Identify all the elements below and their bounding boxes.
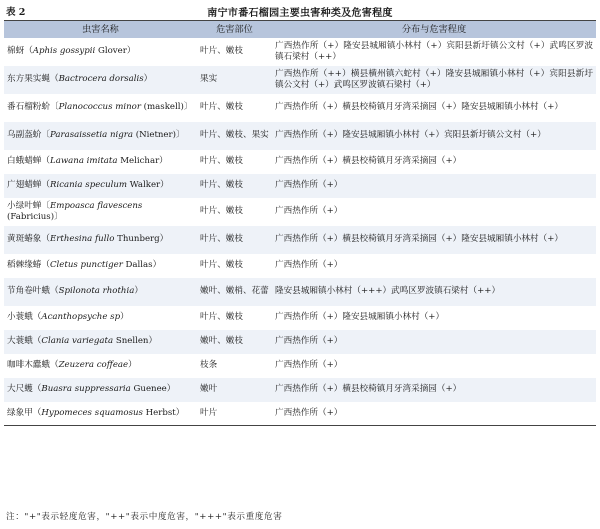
pest-chinese-name: 绿象甲（	[7, 407, 42, 418]
distribution-cell: 广西热作所（+）隆安县城厢镇小林村（+）	[275, 312, 445, 322]
pest-authority: Herbst）	[142, 407, 185, 418]
damage-part-cell: 叶片、嫩枝	[200, 156, 243, 166]
damage-part-cell: 果实	[197, 66, 272, 94]
damage-part-cell: 叶片、嫩枝	[197, 174, 272, 198]
pest-name-cell	[4, 150, 197, 174]
pest-chinese-name: 大蓑蛾（	[7, 336, 42, 346]
damage-part-cell: 叶片、嫩枝	[200, 260, 243, 270]
damage-part-cell: 叶片、嫩枝	[200, 206, 243, 216]
pest-latin-name: Cletus punctiger	[49, 260, 123, 270]
table-row	[4, 66, 596, 94]
damage-part-cell: 枝条	[200, 360, 218, 370]
distribution-cell: 广西热作所（+）横县校椅镇月牙湾采摘园（+）	[275, 156, 462, 166]
distribution-cell: 广西热作所（+）	[272, 402, 596, 426]
distribution-cell: 广西热作所（+）	[275, 260, 343, 270]
pest-authority: Glover）	[95, 46, 136, 56]
pest-chinese-name: 节角卷叶蛾（	[7, 286, 59, 296]
table-row	[4, 278, 596, 306]
pest-name-cell	[4, 306, 197, 330]
table-row	[4, 402, 596, 426]
pest-chinese-name: 番石榴粉蚧〔	[7, 102, 59, 112]
pest-authority: ）	[143, 74, 153, 84]
pest-chinese-name: 乌副盔蚧〔	[7, 130, 50, 140]
pest-name-cell	[4, 278, 197, 306]
table-row	[4, 198, 596, 226]
pest-authority: Melichar）	[117, 156, 168, 166]
damage-part-cell: 嫩叶、嫩梢、花蕾	[197, 278, 272, 306]
header-damage-part: 危害部位	[197, 21, 272, 38]
pest-latin-name: Buasra suppressaria	[41, 384, 131, 394]
pest-authority: ）	[134, 286, 143, 296]
pest-chinese-name: 稻棘缘蝽（	[7, 260, 50, 270]
pest-authority: (Fabricius)〕	[7, 211, 63, 222]
pest-chinese-name: 咖啡木蠹蛾（	[7, 360, 59, 370]
distribution-cell: 广西热作所（+）隆安县城厢镇小林村（+）宾阳县新圩镇公文村（+）武鸣区罗波镇石梁村（++）	[275, 40, 593, 62]
pest-latin-name: Spilonota rhothia	[58, 286, 135, 296]
pest-name-cell	[4, 174, 197, 198]
pest-authority: ）	[128, 360, 137, 370]
pest-latin-name: Ricania speculum	[49, 180, 128, 190]
distribution-cell: 广西热作所（+）	[272, 174, 596, 198]
pest-latin-name: Hypomeces squamosus	[41, 407, 143, 418]
pest-latin-name: Lawana imitata	[49, 156, 118, 166]
damage-part-cell: 嫩叶	[197, 378, 272, 402]
pest-chinese-name: 棉蚜（	[7, 46, 33, 56]
table-row	[4, 226, 596, 254]
distribution-cell: 广西热作所（+）横县校椅镇月牙湾采摘园（+）隆安县城厢镇小林村（+）	[272, 226, 596, 254]
table-body	[4, 38, 596, 426]
damage-part-cell: 叶片、嫩枝	[200, 46, 243, 56]
pest-name-cell	[4, 402, 197, 426]
pest-name-cell	[4, 254, 197, 278]
table-row	[4, 174, 596, 198]
pest-chinese-name: 东方果实蝇（	[7, 74, 59, 84]
header-distribution: 分布与危害程度	[272, 21, 596, 38]
pest-latin-name: Zeuzera coffeae	[58, 360, 129, 370]
pest-authority: (maskell)〕	[140, 102, 193, 112]
pest-name-cell	[4, 38, 197, 66]
distribution-cell: 广西热作所（+）	[275, 360, 343, 370]
pest-name-cell	[4, 330, 197, 354]
table-title: 南宁市番石榴园主要虫害种类及危害程度	[207, 8, 393, 19]
pest-chinese-name: 小绿叶蝉〔	[7, 200, 50, 211]
pest-latin-name: Planococcus minor	[58, 102, 141, 112]
table-row	[4, 354, 596, 378]
damage-part-cell: 叶片、嫩枝	[200, 102, 243, 112]
damage-part-cell: 叶片、嫩枝	[200, 312, 243, 322]
pest-authority: Guenee）	[130, 384, 176, 394]
pest-latin-name: Bactrocera dorsalis	[58, 74, 144, 84]
pest-authority: Dallas）	[122, 260, 162, 270]
damage-part-cell: 叶片	[197, 402, 272, 426]
distribution-cell: 广西热作所（+）	[275, 206, 343, 216]
pest-name-cell	[4, 94, 197, 122]
pest-chinese-name: 黄斑蝽象（	[7, 234, 50, 244]
table-row	[4, 38, 596, 66]
table-label: 表 2	[6, 7, 26, 18]
table-caption	[0, 4, 600, 18]
pest-table	[4, 20, 596, 426]
distribution-cell: 广西热作所（+）横县校椅镇月牙湾采摘园（+）隆安县城厢镇小林村（+）	[275, 102, 564, 112]
table-row	[4, 94, 596, 122]
table-row	[4, 306, 596, 330]
pest-authority: Thunberg）	[114, 234, 169, 244]
pest-name-cell	[4, 198, 197, 226]
pest-chinese-name: 广翅蜡蝉（	[7, 180, 50, 190]
pest-chinese-name: 大尺蠖（	[7, 384, 42, 394]
pest-authority: Snellen）	[113, 336, 158, 346]
distribution-cell: 广西热作所（+）隆安县城厢镇小林村（+）宾阳县新圩镇公文村（+）	[272, 122, 596, 150]
pest-name-cell	[4, 122, 197, 150]
table-row	[4, 122, 596, 150]
pest-name-cell	[4, 378, 197, 402]
pest-authority: Walker）	[127, 180, 169, 190]
pest-name-cell	[4, 226, 197, 254]
pest-latin-name: Empoasca flavescens	[49, 200, 143, 211]
table-row	[4, 150, 596, 174]
table-row	[4, 254, 596, 278]
pest-latin-name: Acanthopsyche sp	[41, 312, 121, 322]
distribution-cell: 隆安县城厢镇小林村（+++）武鸣区罗波镇石梁村（++）	[272, 278, 596, 306]
table-row	[4, 330, 596, 354]
pest-authority: (Nietner)〕	[133, 130, 185, 140]
pest-latin-name: Aphis gossypii	[32, 46, 96, 56]
damage-part-cell: 嫩叶、嫩枝	[197, 330, 272, 354]
pest-chinese-name: 小蓑蛾（	[7, 312, 42, 322]
pest-name-cell	[4, 354, 197, 378]
distribution-cell: 广西热作所（++）横县横州镇六蛇村（+）隆安县城厢镇小林村（+）宾阳县新圩镇公文村（+）武鸣区罗波镇石梁村（+）	[272, 66, 596, 94]
header-pest-name: 虫害名称	[4, 21, 197, 38]
table-header-row	[4, 21, 596, 38]
table-note: 注："+"表示轻度危害，"++"表示中度危害，"+++"表示重度危害	[6, 512, 283, 522]
pest-latin-name: Erthesina fullo	[49, 234, 115, 244]
pest-name-cell	[4, 66, 197, 94]
pest-latin-name: Clania variegata	[41, 336, 114, 346]
distribution-cell: 广西热作所（+）	[272, 330, 596, 354]
pest-chinese-name: 白蛾蜡蝉（	[7, 156, 50, 166]
damage-part-cell: 叶片、嫩枝、果实	[197, 122, 272, 150]
distribution-cell: 广西热作所（+）横县校椅镇月牙湾采摘园（+）	[272, 378, 596, 402]
table-row	[4, 378, 596, 402]
damage-part-cell: 叶片、嫩枝	[197, 226, 272, 254]
pest-authority: ）	[120, 312, 129, 322]
pest-latin-name: Parasaissetia nigra	[49, 130, 133, 140]
